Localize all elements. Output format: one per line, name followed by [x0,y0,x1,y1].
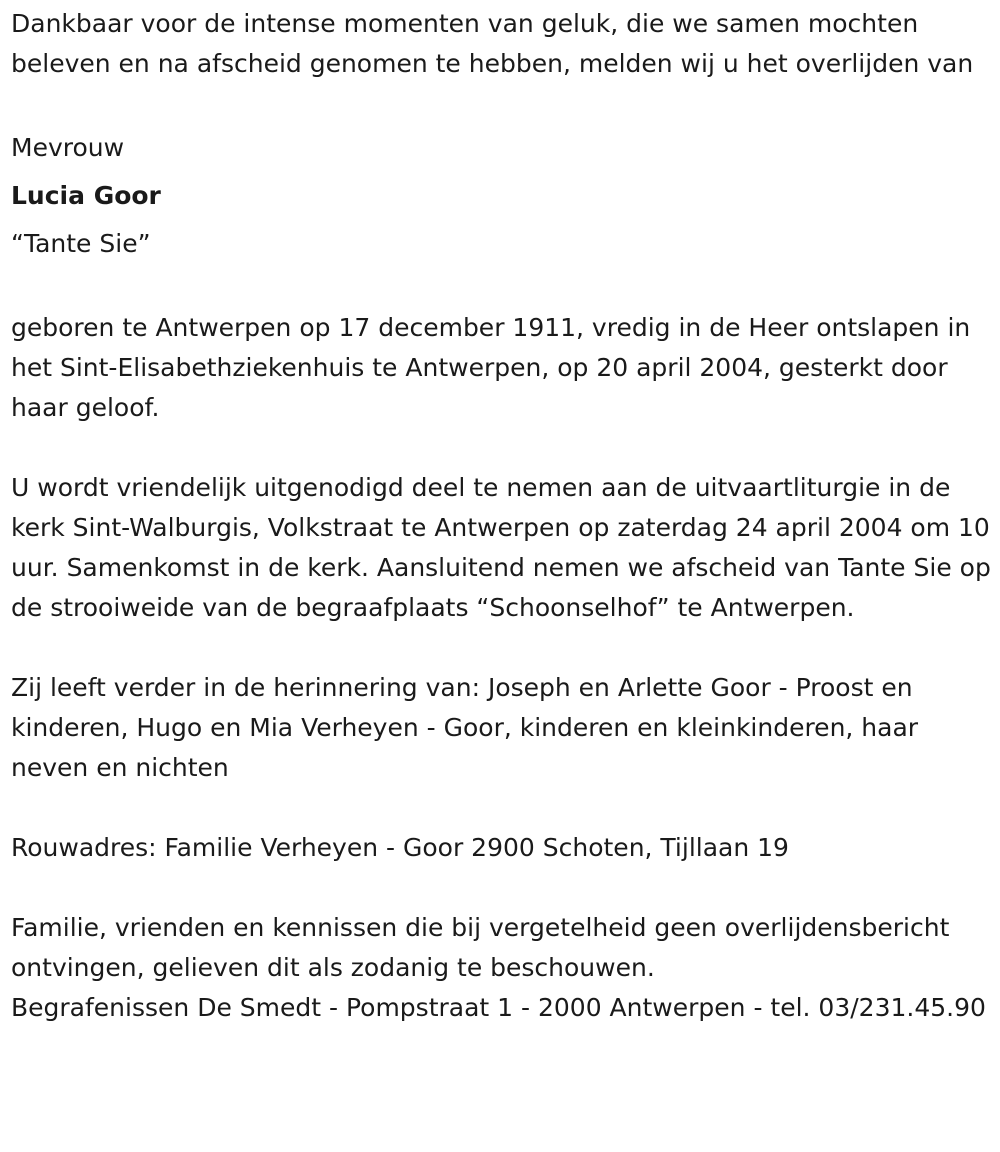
spacer [11,268,996,308]
mourning-address: Rouwadres: Familie Verheyen - Goor 2900 Schoten, Tijllaan 19 [11,833,789,862]
spacer [11,428,996,468]
funeral-home-contact: Begrafenissen De Smedt - Pompstraat 1 - 2000 Antwerpen - tel. 03/231.45.90 [11,993,986,1022]
salutation: Mevrouw [11,133,125,162]
spacer [11,868,996,908]
nickname: “Tante Sie” [11,229,151,258]
remembered-by-paragraph: Zij leeft verder in de herinnering van: Joseph en Arlette Goor - Proost en kinderen, Hugo en Mia Verheyen - Goor, kinderen en kleinkinderen, haar neven en nichten [11,673,919,782]
closing-paragraph: Familie, vrienden en kennissen die bij vergetelheid geen overlijdensbericht ontvingen, gelieven dit als zodanig te beschouwen. [11,913,950,982]
intro-paragraph: Dankbaar voor de intense momenten van geluk, die we samen mochten beleven en na afscheid genomen te hebben, melden wij u het overlijden van [11,9,974,78]
spacer [11,84,996,124]
spacer [11,788,996,828]
birth-death-paragraph: geboren te Antwerpen op 17 december 1911, vredig in de Heer ontslapen in het Sint-Elisabethziekenhuis te Antwerpen, op 20 april 2004, gesterkt door haar geloof. [11,313,971,422]
deceased-name: Lucia Goor [11,181,161,210]
invitation-paragraph: U wordt vriendelijk uitgenodigd deel te nemen aan de uitvaartliturgie in de kerk Sint-Walburgis, Volkstraat te Antwerpen op zaterdag 24 april 2004 om 10 uur. Samenkomst in de kerk. Aansluitend nemen we afscheid van Tante Sie op de strooiweide van de begraafplaats “Schoonselhof” te Antwerpen. [11,473,991,622]
obituary-notice [11,4,996,1028]
spacer [11,628,996,668]
